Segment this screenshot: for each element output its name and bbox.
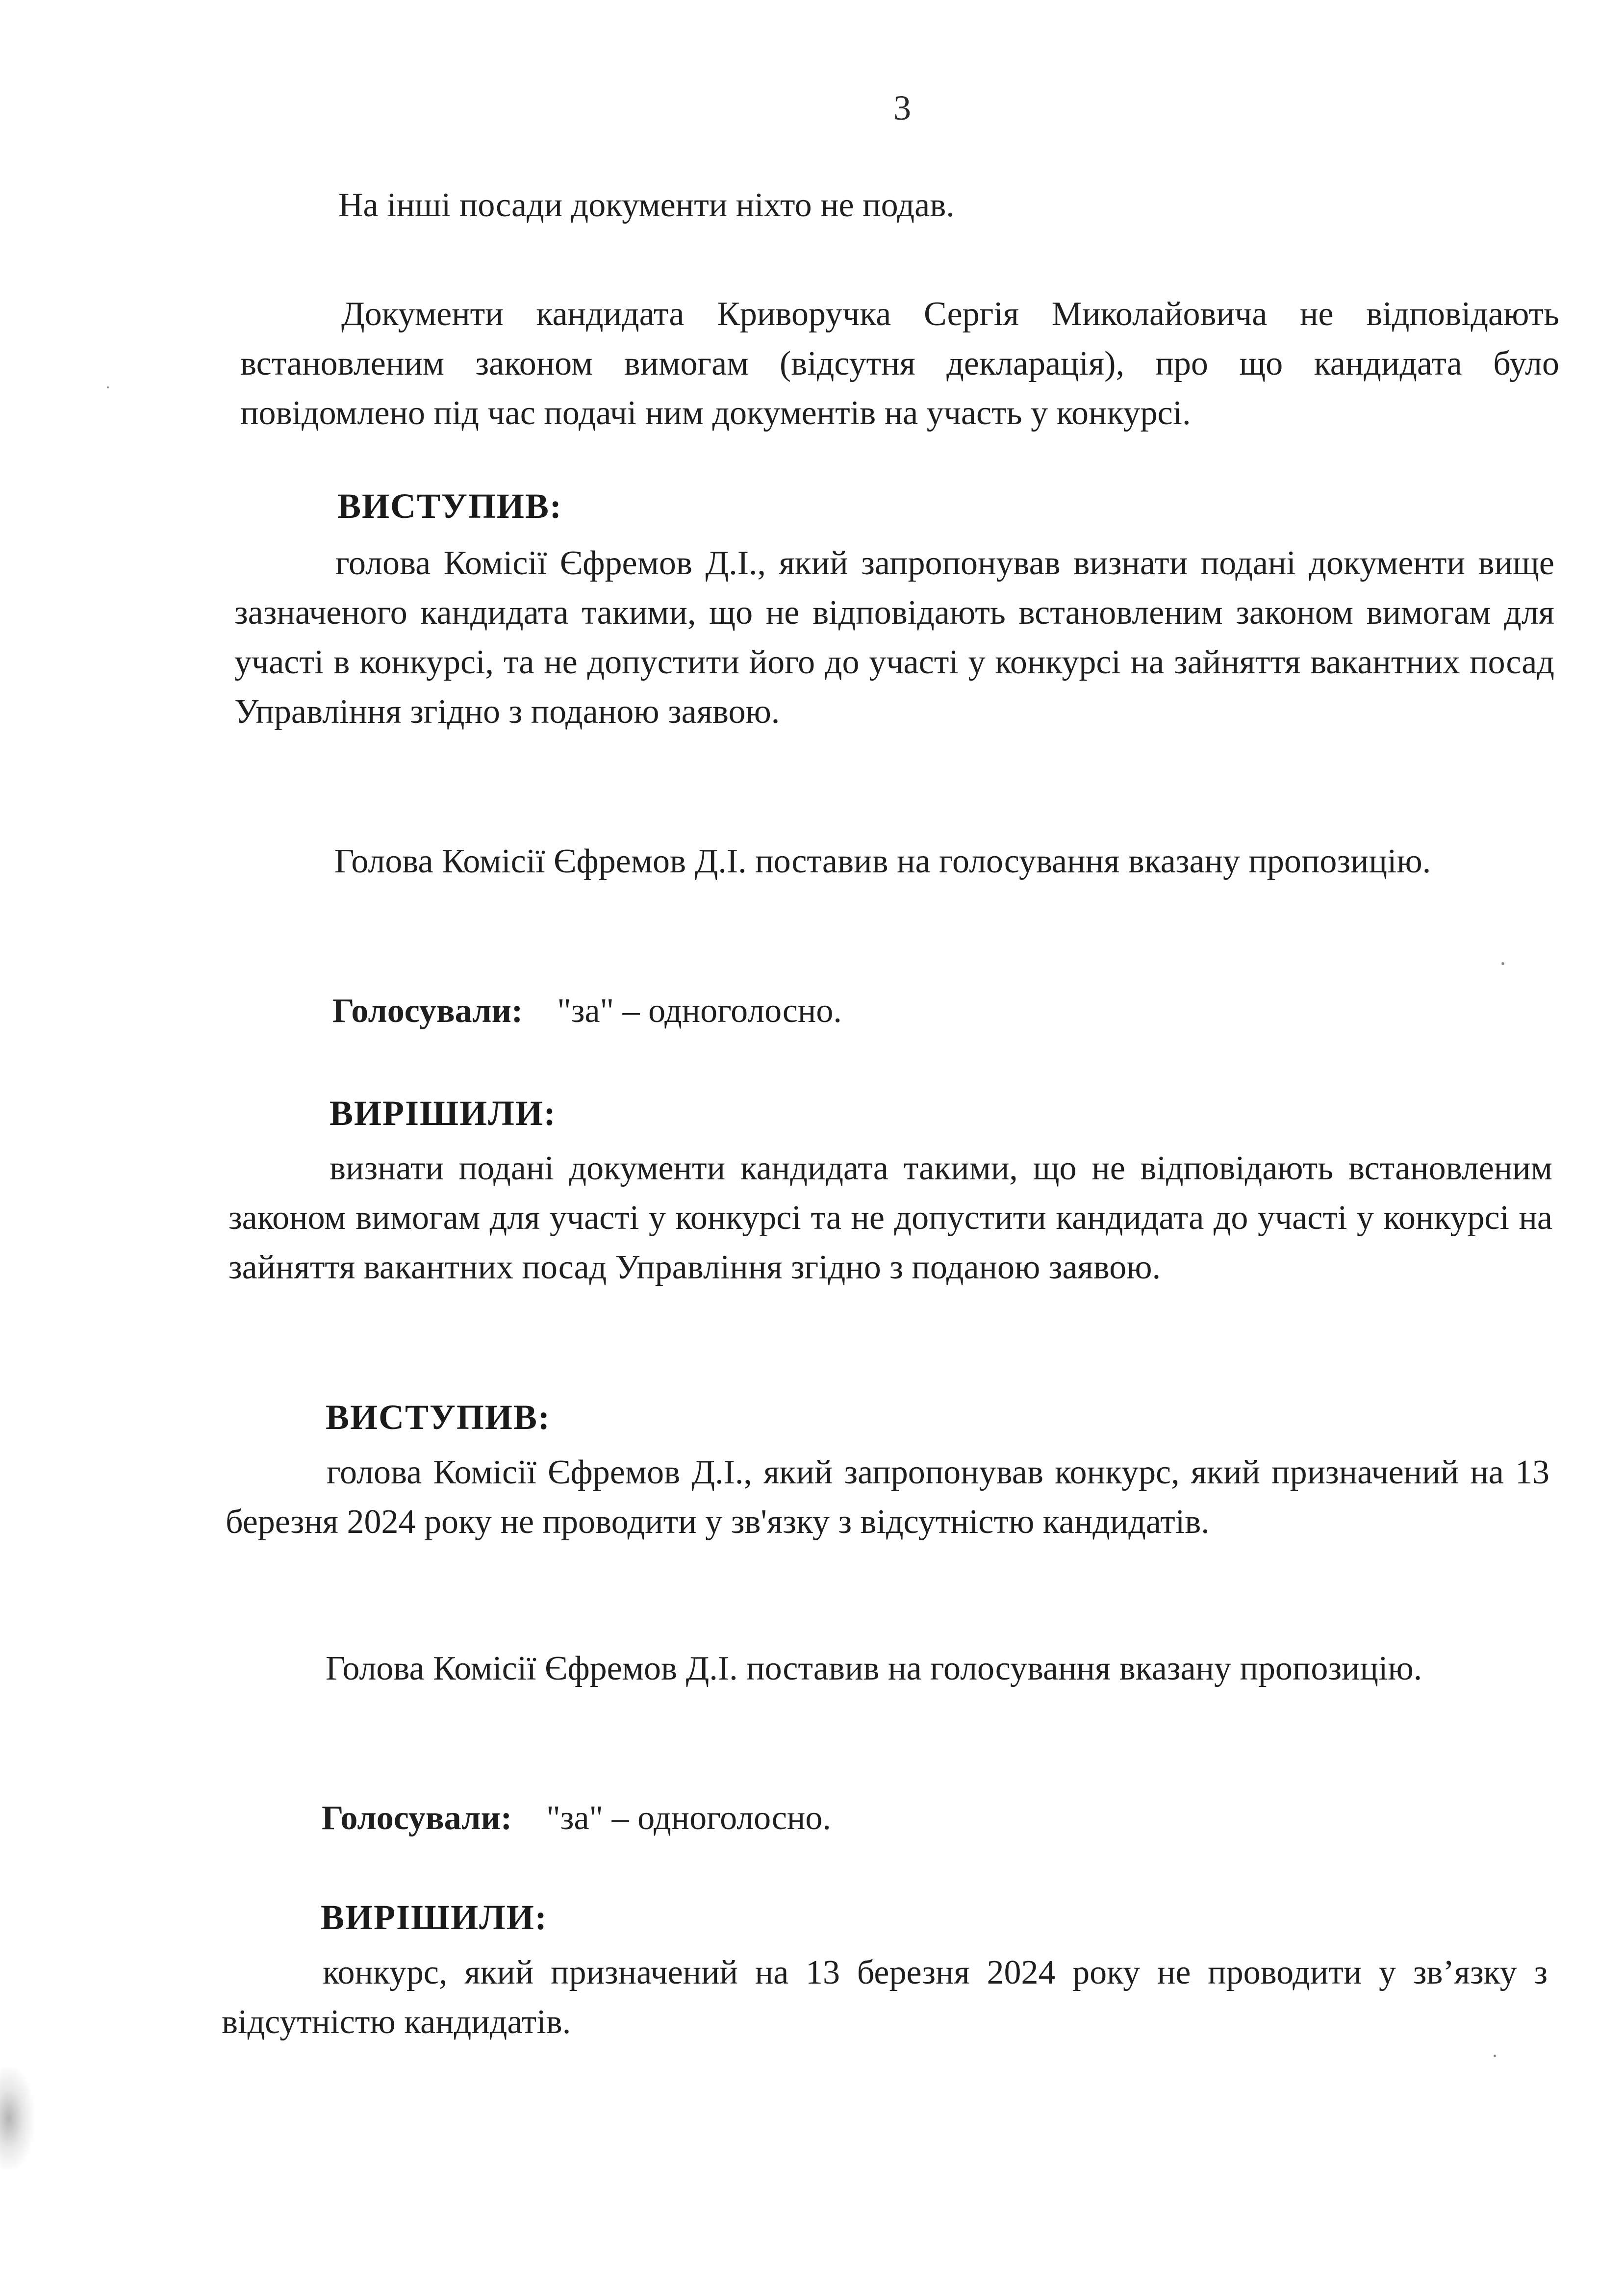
- proposal-text-2: Голова Комісії Єфремов Д.І. поставив на голосування вказану пропозицію.: [326, 1650, 1422, 1687]
- vote-value-2: "за" – одноголосно.: [546, 1799, 831, 1837]
- scan-speck: [1494, 2055, 1496, 2057]
- scan-speck: [1501, 962, 1504, 965]
- speaker-heading-2: ВИСТУПИВ:: [326, 1398, 551, 1437]
- paragraph-no-other-applications: На інші посади документи ніхто не подав.: [338, 186, 955, 224]
- vote-label-1: Голосували:: [332, 992, 523, 1030]
- scan-speck: [107, 386, 109, 388]
- proposal-text-1: Голова Комісії Єфремов Д.І. поставив на голосування вказану пропозицію.: [334, 842, 1431, 880]
- speaker-text-2: голова Комісії Єфремов Д.І., який запропонував конкурс, який призначений на 13 березня 2024 року не проводити у зв'язку з відсутністю кандидатів.: [226, 1453, 1549, 1541]
- paragraph-candidate-documents: Документи кандидата Криворучка Сергія Миколайовича не відповідають встановленим законом вимогам (відсутня декларація), про що кандидата було повідомлено під час подачі ним документів на участь у конкурсі.: [240, 295, 1559, 432]
- scan-edge-smudge: [0, 2067, 34, 2170]
- page-number: 3: [893, 88, 911, 127]
- decision-heading-2: ВИРІШИЛИ:: [321, 1898, 548, 1937]
- speaker-text-1: голова Комісії Єфремов Д.І., який запропонував визнати подані документи вище зазначеного кандидата такими, що не відповідають встановленим законом вимогам для участі в конкурсі, та не допустити його до участі у конкурсі на зайняття вакантних посад Управління згідно з поданою заявою.: [234, 544, 1554, 731]
- vote-value-1: "за" – одноголосно.: [557, 992, 842, 1030]
- vote-label-2: Голосували:: [322, 1799, 512, 1837]
- speaker-heading-1: ВИСТУПИВ:: [337, 486, 562, 526]
- vote-line-2: [322, 1794, 831, 1843]
- vote-line-1: [332, 987, 842, 1036]
- decision-text-1: визнати подані документи кандидата такими, що не відповідають встановленим законом вимогам для участі у конкурсі та не допустити кандидата до участі у конкурсі на зайняття вакантних посад Управління згідно з поданою заявою.: [228, 1149, 1552, 1286]
- decision-text-2: конкурс, який призначений на 13 березня 2024 року не проводити у зв’язку з відсутністю кандидатів.: [222, 1954, 1548, 2041]
- decision-heading-1: ВИРІШИЛИ:: [330, 1094, 557, 1133]
